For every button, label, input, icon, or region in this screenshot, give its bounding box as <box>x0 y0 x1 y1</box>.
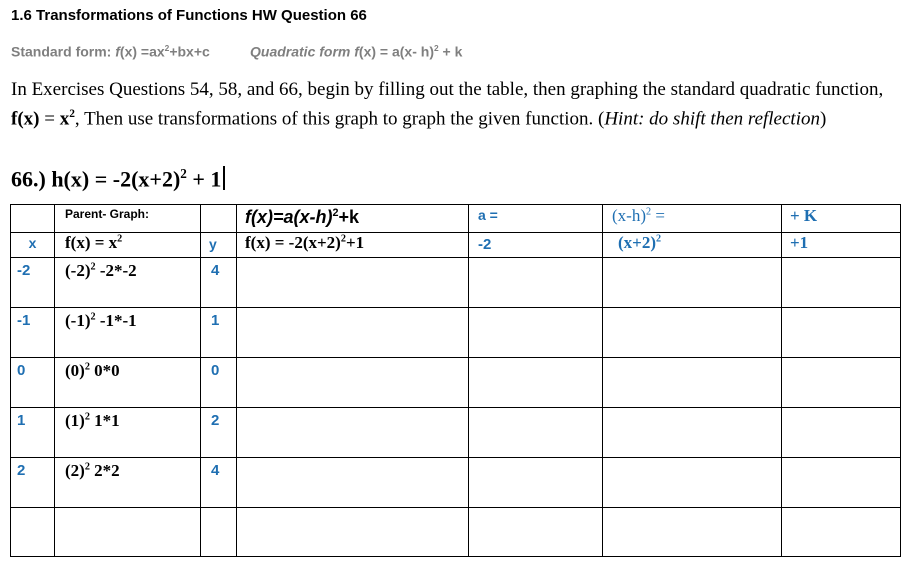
quadratic-form-rest: (x) = a(x- h) <box>358 43 434 60</box>
h-cell[interactable] <box>603 308 782 358</box>
x-cell[interactable] <box>11 308 55 358</box>
x-value <box>11 508 54 512</box>
calc-tail: 2*2 <box>89 461 120 480</box>
table-row <box>11 308 901 358</box>
standard-form-tail: +bx+c <box>169 43 210 60</box>
instructions-x: x <box>59 108 70 130</box>
x-value: 1 <box>17 412 26 429</box>
y-cell[interactable] <box>201 258 237 308</box>
y-column-label: y <box>209 236 217 252</box>
h-value-sup: 2 <box>656 233 662 245</box>
given-cell[interactable] <box>237 508 469 557</box>
h-cell[interactable] <box>603 358 782 408</box>
instructions-func: f(x) <box>11 108 40 130</box>
calc-sup: 2 <box>84 461 90 473</box>
instructions-paragraph <box>11 77 891 131</box>
x-cell[interactable] <box>11 408 55 458</box>
calc-sup: 2 <box>90 311 96 323</box>
y-value: 0 <box>211 362 220 379</box>
header-parent-func <box>55 233 201 258</box>
instructions-part3: ) <box>819 108 827 130</box>
y-cell[interactable] <box>201 308 237 358</box>
x-cell[interactable] <box>11 508 55 557</box>
k-cell[interactable] <box>782 508 901 557</box>
calc-cell[interactable] <box>55 358 201 408</box>
header-h-value <box>603 233 782 258</box>
a-cell[interactable] <box>469 258 603 308</box>
header-a <box>469 205 603 233</box>
quadratic-form-label: Quadratic form <box>250 43 355 60</box>
k-cell[interactable] <box>782 258 901 308</box>
calc-cell[interactable] <box>55 458 201 508</box>
header-empty-y <box>201 205 237 233</box>
y-value: 4 <box>211 462 220 479</box>
calc-base: (1) <box>65 411 85 430</box>
given-cell[interactable] <box>237 308 469 358</box>
k-cell[interactable] <box>782 408 901 458</box>
table-row <box>11 508 901 557</box>
calc-sup: 2 <box>84 361 90 373</box>
h-cell[interactable] <box>603 408 782 458</box>
k-cell[interactable] <box>782 308 901 358</box>
y-cell[interactable] <box>201 508 237 557</box>
calc-tail: 1*1 <box>89 411 120 430</box>
header-x <box>11 233 55 258</box>
standard-form <box>11 43 210 60</box>
problem-label: 66.) h(x) = -2(x+2) <box>11 166 181 192</box>
calc-cell[interactable] <box>55 308 201 358</box>
instructions-part1: In Exercises Questions 54, 58, and 66, begin by filling out the table, then graphing the standard quadratic function, <box>11 79 884 100</box>
given-func-label: f(x) = -2(x+2) <box>245 233 341 252</box>
problem-sup: 2 <box>180 166 187 181</box>
calc-sup: 2 <box>84 411 90 423</box>
x-column-label: x <box>28 235 37 251</box>
quadratic-form <box>250 43 462 60</box>
x-cell[interactable] <box>11 358 55 408</box>
h-cell[interactable] <box>603 458 782 508</box>
transformation-table <box>10 204 901 557</box>
table-row <box>11 258 901 308</box>
calc-tail: 0*0 <box>89 361 120 380</box>
quadratic-form-sup: 2 <box>434 43 439 53</box>
k-cell[interactable] <box>782 358 901 408</box>
y-cell[interactable] <box>201 408 237 458</box>
calc-base: (2) <box>65 461 85 480</box>
table-row <box>11 358 901 408</box>
instructions-sup: 2 <box>69 108 75 120</box>
y-value <box>201 508 236 512</box>
h-cell[interactable] <box>603 258 782 308</box>
header-a-value <box>469 233 603 258</box>
given-func-tail: +1 <box>345 233 365 252</box>
header-empty-x <box>11 205 55 233</box>
text-cursor <box>223 166 225 190</box>
k-cell[interactable] <box>782 458 901 508</box>
k-label: + K <box>790 206 818 225</box>
standard-form-label: Standard form: <box>11 43 116 60</box>
y-value: 2 <box>211 412 220 429</box>
table-row <box>11 458 901 508</box>
general-form-tail: +k <box>338 207 360 227</box>
x-cell[interactable] <box>11 458 55 508</box>
calc-base: (-2) <box>65 261 91 280</box>
x-value: 2 <box>17 462 26 479</box>
a-cell[interactable] <box>469 458 603 508</box>
y-cell[interactable] <box>201 458 237 508</box>
standard-form-sup: 2 <box>164 43 170 53</box>
calc-cell[interactable] <box>55 508 201 557</box>
standard-form-rest: (x) =ax <box>119 43 165 60</box>
x-cell[interactable] <box>11 258 55 308</box>
y-value: 1 <box>211 312 220 329</box>
parent-func-label: f(x) = x <box>65 233 118 252</box>
instructions-hint: Hint: do shift then reflection <box>604 108 820 130</box>
a-cell[interactable] <box>469 408 603 458</box>
calc-base: (-1) <box>65 311 91 330</box>
given-cell[interactable] <box>237 258 469 308</box>
a-value: -2 <box>478 236 492 253</box>
standard-form-func: f <box>115 43 120 60</box>
parent-graph-label: Parent- Graph: <box>65 207 150 221</box>
x-value: -1 <box>17 312 31 329</box>
quadratic-form-func: f <box>354 43 359 60</box>
given-cell[interactable] <box>237 358 469 408</box>
quadratic-form-tail: + k <box>438 43 463 60</box>
general-form-sup: 2 <box>332 207 339 219</box>
given-cell[interactable] <box>237 458 469 508</box>
h-value: (x+2) <box>618 233 657 252</box>
x-value: -2 <box>17 262 31 279</box>
calc-sup: 2 <box>90 261 96 273</box>
header-k <box>782 205 901 233</box>
k-value: +1 <box>790 233 809 252</box>
header-general-form <box>237 205 469 233</box>
y-value: 4 <box>211 262 220 279</box>
h-label-tail: = <box>651 206 665 225</box>
given-func-sup: 2 <box>340 233 346 245</box>
instructions-eq: = <box>39 108 60 130</box>
calc-cell[interactable] <box>55 258 201 308</box>
calc-cell[interactable] <box>55 408 201 458</box>
a-cell[interactable] <box>469 358 603 408</box>
h-cell[interactable] <box>603 508 782 557</box>
problem-statement[interactable] <box>11 166 225 192</box>
table-row <box>11 408 901 458</box>
calc-tail: -2*-2 <box>95 261 137 280</box>
header-row-1 <box>11 205 901 233</box>
problem-tail: + 1 <box>186 166 222 192</box>
h-label: (x-h) <box>612 206 646 225</box>
h-label-sup: 2 <box>645 206 652 218</box>
header-given-func <box>237 233 469 258</box>
a-cell[interactable] <box>469 508 603 557</box>
x-value: 0 <box>17 362 26 379</box>
page-title: 1.6 Transformations of Functions HW Question 66 <box>11 7 367 24</box>
parent-func-sup: 2 <box>117 233 123 245</box>
a-label: a = <box>478 207 498 223</box>
header-row-2 <box>11 233 901 258</box>
instructions-part2: , Then use transformations of this graph to graph the given function. ( <box>74 108 605 130</box>
header-parent-graph <box>55 205 201 233</box>
header-h <box>603 205 782 233</box>
general-form-label: f(x)=a(x-h) <box>245 207 333 227</box>
header-k-value <box>782 233 901 258</box>
calc-tail: -1*-1 <box>95 311 137 330</box>
header-y <box>201 233 237 258</box>
given-cell[interactable] <box>237 408 469 458</box>
y-cell[interactable] <box>201 358 237 408</box>
a-cell[interactable] <box>469 308 603 358</box>
calc-base: (0) <box>65 361 85 380</box>
